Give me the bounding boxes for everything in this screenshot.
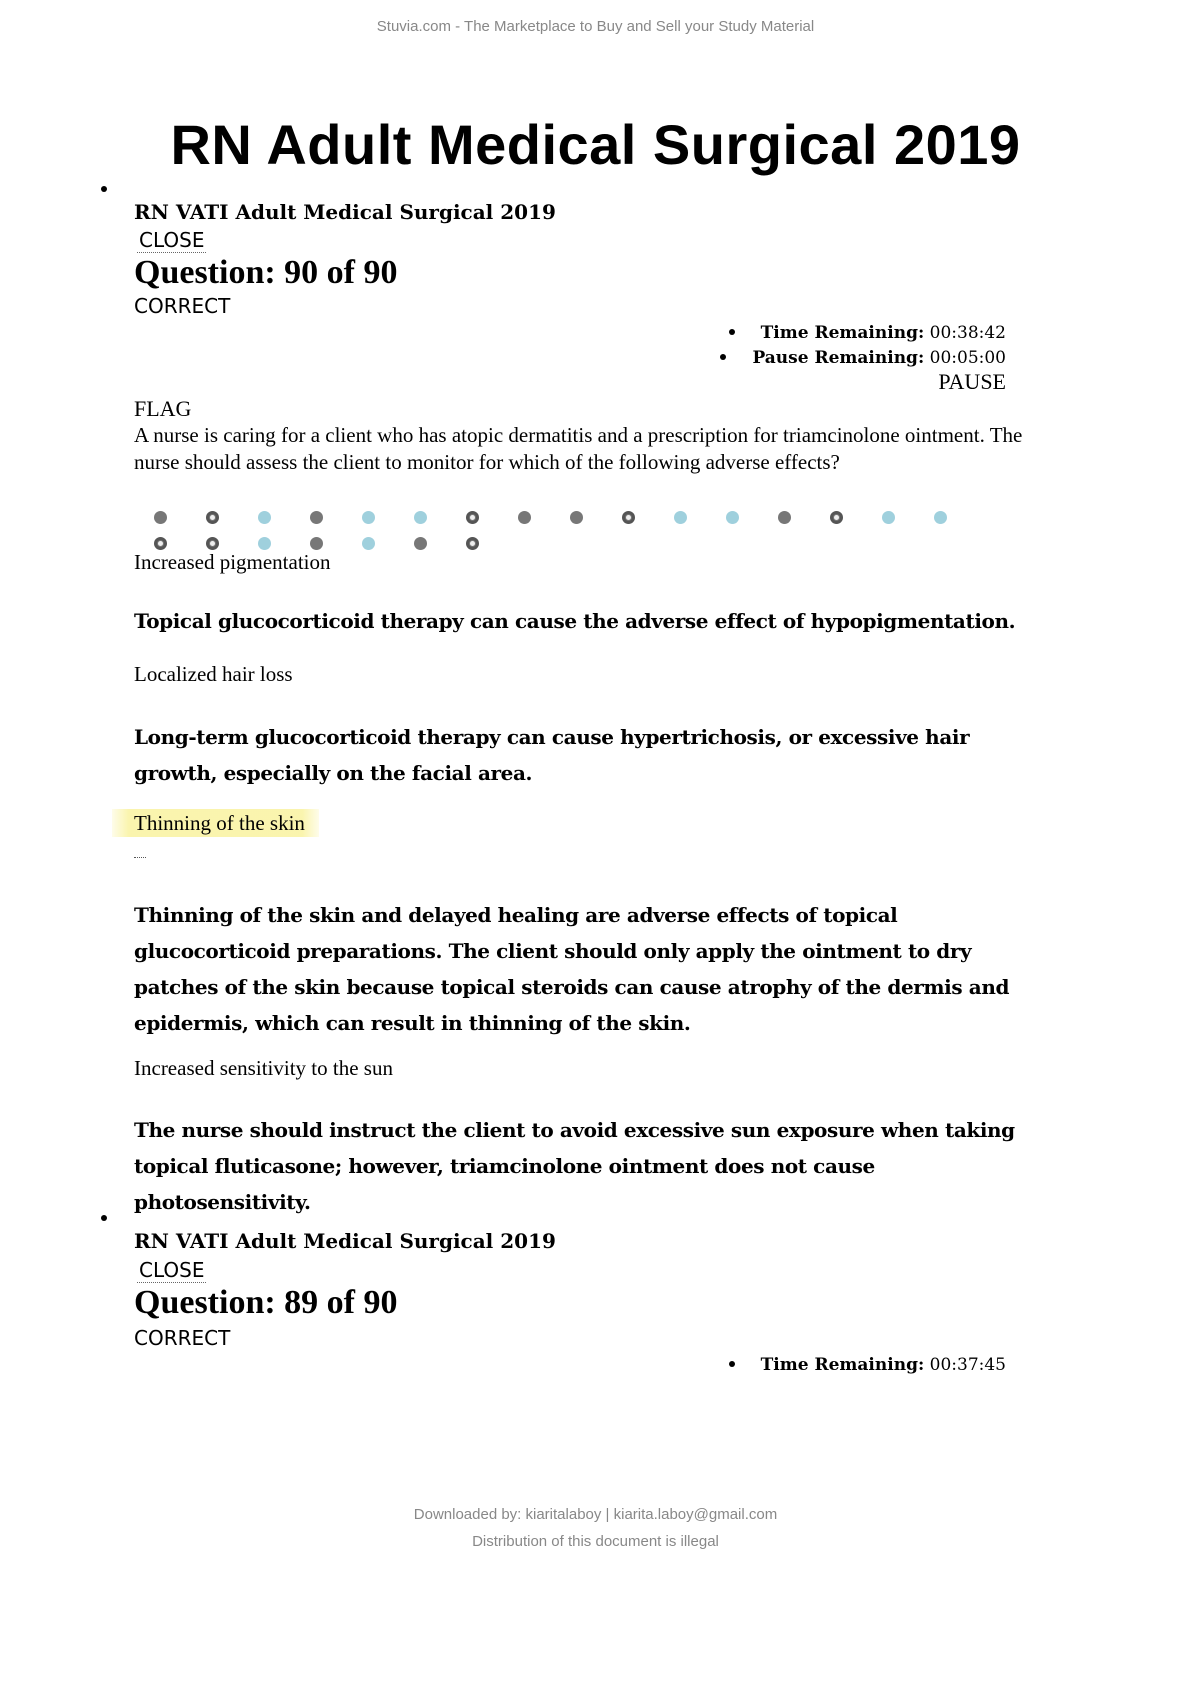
list-bullet (720, 354, 726, 360)
footer-legal-notice: Distribution of this document is illegal (472, 1533, 719, 1550)
list-bullet (729, 329, 735, 335)
question-nav-dot[interactable] (362, 511, 375, 524)
question-number: Question: 90 of 90 (134, 254, 398, 291)
close-link[interactable]: CLOSE (139, 1258, 205, 1282)
document-title: RN Adult Medical Surgical 2019 (170, 113, 1021, 176)
question-nav-dot[interactable] (466, 511, 479, 524)
question-nav-dot[interactable] (414, 537, 427, 550)
time-remaining-value: 00:37:45 (929, 1355, 1006, 1375)
answer-marker (134, 857, 146, 858)
question-nav-dot[interactable] (154, 537, 167, 550)
status-correct: CORRECT (134, 1326, 231, 1350)
selected-answer-text: Thinning of the skin (112, 809, 319, 837)
answer-option[interactable]: Localized hair loss (134, 662, 293, 686)
question-stem: A nurse is caring for a client who has atopic dermatitis and a prescription for triamcinolone ointment. The nurse should assess the client to monitor for which of the following adverse effects? (134, 423, 1023, 474)
question-nav-dot[interactable] (258, 511, 271, 524)
answer-option[interactable]: Increased pigmentation (134, 550, 331, 574)
pause-remaining-value: 00:05:00 (929, 348, 1006, 368)
course-title: RN VATI Adult Medical Surgical 2019 (134, 1229, 556, 1253)
pause-remaining (720, 348, 1006, 368)
question-nav-dot[interactable] (882, 511, 895, 524)
list-bullet (101, 186, 107, 192)
list-bullet (729, 1361, 735, 1367)
question-nav-dot[interactable] (362, 537, 375, 550)
time-remaining (729, 323, 1006, 343)
question-nav-dot[interactable] (258, 537, 271, 550)
watermark-top: Stuvia.com - The Marketplace to Buy and Sell your Study Material (376, 18, 815, 35)
close-link[interactable]: CLOSE (139, 228, 205, 252)
question-nav-dot[interactable] (310, 537, 323, 550)
question-nav-dot[interactable] (934, 511, 947, 524)
question-nav-dot[interactable] (466, 537, 479, 550)
answer-rationale: Long-term glucocorticoid therapy can cause hypertrichosis, or excessive hair growth, especially on the facial area. (134, 725, 970, 785)
question-nav-dot[interactable] (154, 511, 167, 524)
time-remaining (729, 1355, 1006, 1375)
time-remaining-value: 00:38:42 (929, 323, 1006, 343)
question-nav-dot[interactable] (674, 511, 687, 524)
pause-button[interactable]: PAUSE (938, 369, 1006, 394)
question-number: Question: 89 of 90 (134, 1284, 398, 1321)
list-bullet (101, 1215, 107, 1221)
pause-remaining-label: Pause Remaining: (752, 348, 925, 368)
question-nav-dot[interactable] (206, 511, 219, 524)
answer-rationale: Topical glucocorticoid therapy can cause the adverse effect of hypopigmentation. (134, 609, 1016, 633)
question-nav-dot[interactable] (830, 511, 843, 524)
footer-download-info: Downloaded by: kiaritalaboy | kiarita.laboy@gmail.com (413, 1506, 778, 1523)
time-remaining-label: Time Remaining: (760, 1355, 925, 1375)
question-nav-dot[interactable] (778, 511, 791, 524)
question-nav-dot[interactable] (622, 511, 635, 524)
answer-option-selected[interactable] (112, 811, 319, 836)
question-nav-dot[interactable] (310, 511, 323, 524)
status-correct: CORRECT (134, 294, 231, 318)
question-nav-dot[interactable] (206, 537, 219, 550)
course-title: RN VATI Adult Medical Surgical 2019 (134, 200, 556, 224)
answer-rationale: The nurse should instruct the client to avoid excessive sun exposure when taking topical fluticasone; however, triamcinolone ointment does not cause photosensitivity. (134, 1118, 1015, 1214)
answer-rationale: Thinning of the skin and delayed healing are adverse effects of topical glucocorticoid preparations. The client should only apply the ointment to dry patches of the skin because topical steroids can cause atrophy of the dermis and epidermis, which can result in thinning of the skin. (134, 903, 1010, 1035)
question-nav-dot[interactable] (570, 511, 583, 524)
question-nav-dot[interactable] (518, 511, 531, 524)
answer-option[interactable]: Increased sensitivity to the sun (134, 1056, 393, 1080)
question-nav-dot[interactable] (414, 511, 427, 524)
question-nav-dot[interactable] (726, 511, 739, 524)
time-remaining-label: Time Remaining: (760, 323, 925, 343)
flag-button[interactable]: FLAG (134, 396, 192, 421)
